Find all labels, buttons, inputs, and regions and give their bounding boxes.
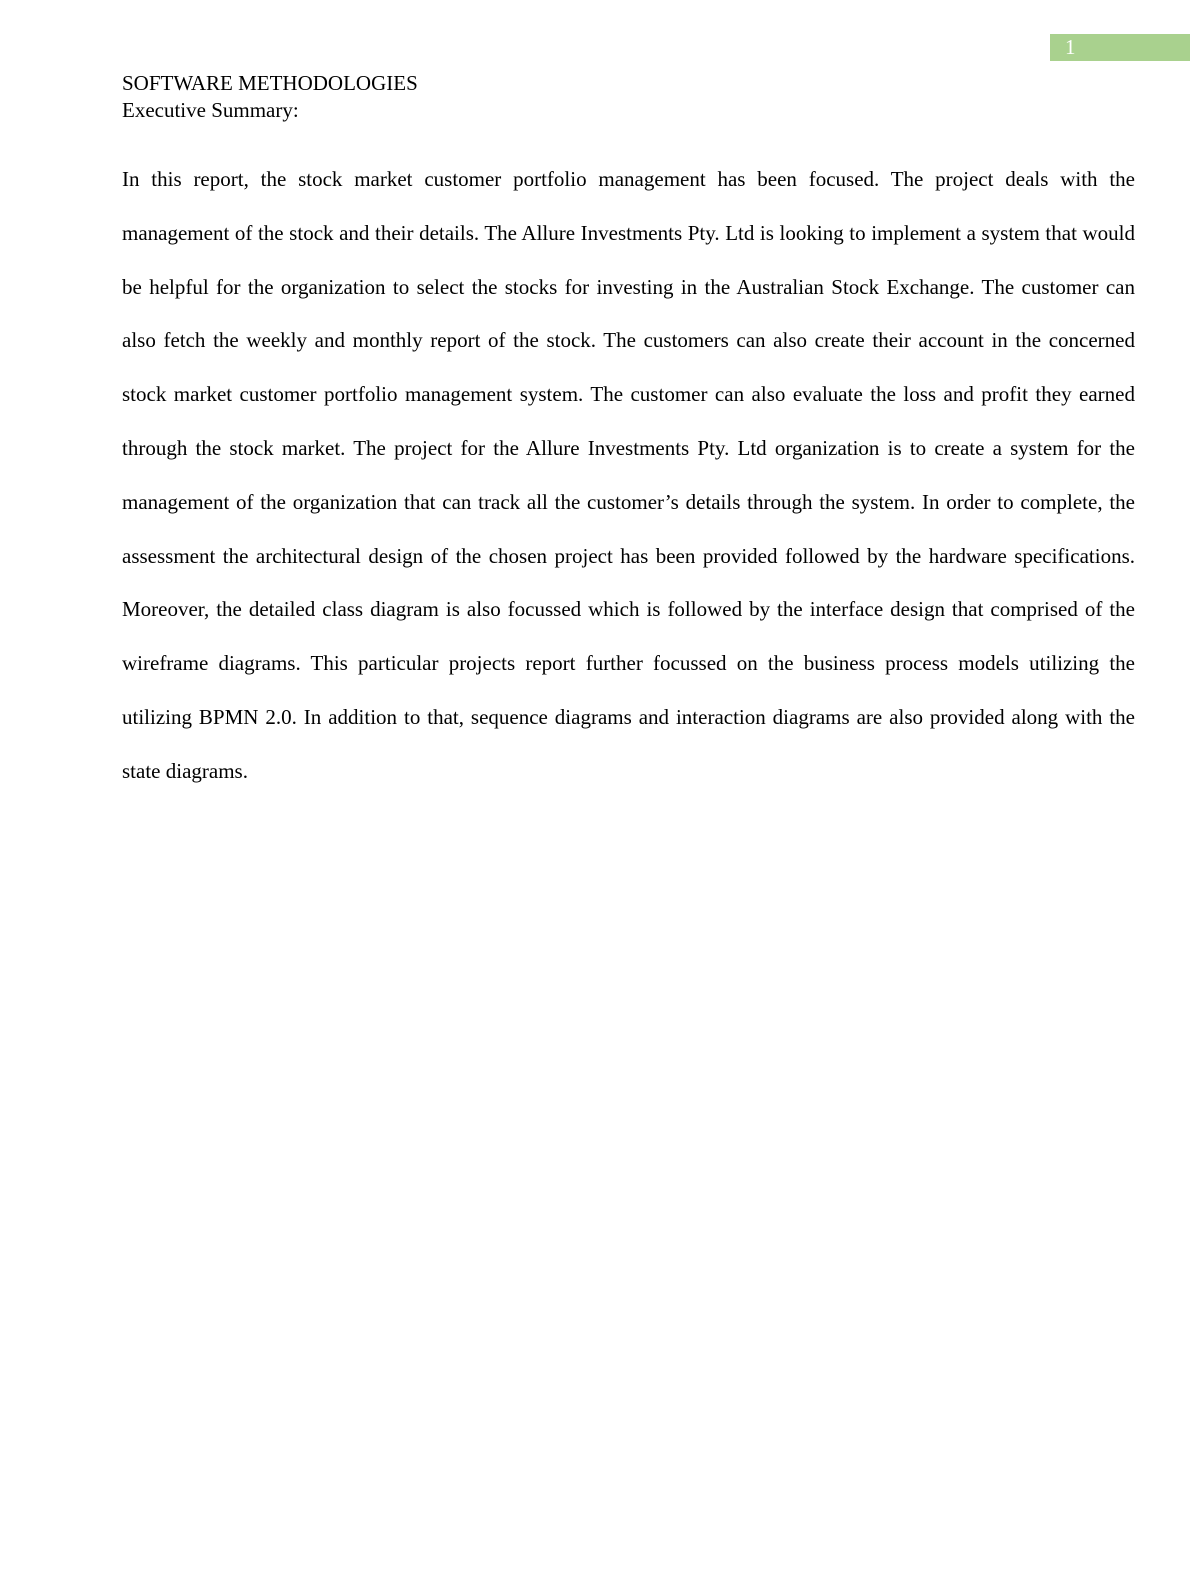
page-number-bar	[1050, 34, 1190, 61]
page-number: 1	[1065, 35, 1076, 59]
running-header: SOFTWARE METHODOLOGIES	[122, 71, 418, 95]
executive-summary-paragraph: In this report, the stock market customer portfolio management has been focused. The project deals with the management of the stock and their details. The Allure Investments Pty. Ltd is looking to implement a system that would be helpful for the organization to select the stocks for investing in the Australian Stock Exchange. The customer can also fetch the weekly and monthly report of the stock. The customers can also create their account in the concerned stock market customer portfolio management system. The customer can also evaluate the loss and profit they earned through the stock market. The project for the Allure Investments Pty. Ltd organization is to create a system for the management of the organization that can track all the customer’s details through the system. In order to complete, the assessment the architectural design of the chosen project has been provided followed by the hardware specifications. Moreover, the detailed class diagram is also focussed which is followed by the interface design that comprised of the wireframe diagrams. This particular projects report further focussed on the business process models utilizing the utilizing BPMN 2.0. In addition to that, sequence diagrams and interaction diagrams are also provided along with the state diagrams.	[122, 167, 1135, 783]
section-heading: Executive Summary:	[122, 98, 299, 122]
